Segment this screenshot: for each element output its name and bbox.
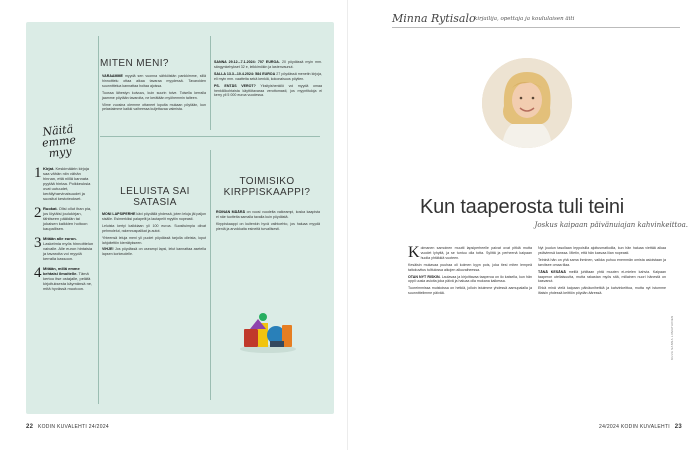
sidebar-item-number: 1 xyxy=(34,165,42,181)
article-column-4: ROINAN MÄÄRÄ on vuosi vuodelta vaikeampi, koska kaapista ei näe tuotteita samalla tavalla kuin pöydästä. Kirppiskaappi on kuitenkin hyvä vaihtoehto, jos haluaa myydä pieniä ja arvokkaita esineitä turvallisesti. xyxy=(216,210,321,231)
footer-left xyxy=(26,424,109,430)
sidebar-item-text: Laskelmia myös hinnoittelun vaivalle. Alle euron hintaisia ja tavaroita voi myydä kerralla kassoon. xyxy=(43,241,94,261)
heading-kirppiskaappi: TOIMISIKO KIRPPISKAAPPI? xyxy=(223,176,311,198)
article-subtitle: Joskus kaipaan päivänuiajan kahvinkeittoa. xyxy=(534,221,688,229)
column-rule xyxy=(210,36,211,130)
article-column-2: SANNA 29.12.–7.1.2024: 707 EUROA. 20 pöydässä myin mm. sängynkehykset 32 e, leikkimökin ja lastenvaunut. SALLA 13.3.–10.4.2024: 584 EUROA 27 pöydässä menetin kirjoja, eli myin mm. vaatteita sekä kenkiä, kokonaisuus pöytien. PS. ENTÄS VEROT? Yksityishenkilö voi myydä omaa henkilökohtaista käyttötavaraa verottomasti, jos myyntituloja ei kerry yli 5 000 euroa vuodessa. xyxy=(214,60,323,98)
sidebar-title: Näitä emme myy xyxy=(41,122,77,161)
toys-illustration xyxy=(238,305,298,355)
sidebar-item-bold: Mitään alle euron. xyxy=(43,236,77,241)
right-column-2: Nyt joudun tasollaan leppoisilla ajoitusmatkoilla, kun hän haluaa viettää aikaa ystäviensä kanssa. Mietin, että hän kasvaa liian nopeasti. Teininä hän on yhä sama ihminen, vaikka puhuu enemmän omista asioistaan ja tarvitsee omaa tilaa. TÄNÄ KESÄNÄ meillä juhlitaan yhtä muuten ei-mielen kahvia. Kaipaan taaperon uteliaisuutta, mutta rakastan myös sitä, millainen nuori hänestä on kasvanut. Ehkä minä vielä kaipaan päiväunihetkiä ja kahvinkeittoa, mutta nyt istumme iltaisin yhdessä keittiön pöydän ääressä. xyxy=(538,246,667,296)
sidebar-item-number: 3 xyxy=(34,235,42,251)
photo-credit: KUVA SANNA LIIMATAINEN xyxy=(670,315,674,360)
sidebar-item-number: 2 xyxy=(34,205,42,221)
footer-label-right: 24/2024 KODIN KUVALEHTI xyxy=(599,424,671,430)
sidebar-item xyxy=(34,236,94,261)
heading-miten-meni: MITEN MENI? xyxy=(100,58,169,69)
article-column-3: MONI LAPSIPERHE kävi pöydällä yhdessä, joten leluja jäi paljon sisälle. Esimerkiksi palapelit ja lautapelit myytiin nopeasti. Leluista kertyi kaikkiaan yli 100 euroa. Suosituimpia olivat pehmolelut, rakennuspalikat ja autot. Yhteensä leluja meni yli puolet pöydässä tarjolla olleista, loput lahjoitettiin kierrätykseen. VIHJE! Jos pöydässä on useampi lapsi, lelut kannattaa asetella lapsen korkeudelle. xyxy=(102,212,207,257)
sidebar-item-text: Keskimäärin kirjoja saa vähän niin vähän hinnan, että niillä kannata pyytää hintaa. Poikkeuksia ovat uutuudet, keräilyharvinaisuudet ja suositut kestoteokset. xyxy=(43,166,91,201)
sidebar-item-text: Tämä kertoo itse ostajalle, pelätä kirjoituksesta käymänsä ne, mitä hyvässä muotoon. xyxy=(43,271,93,291)
sidebar-item xyxy=(34,266,94,291)
sidebar-item xyxy=(34,206,94,231)
author-signature: Minna Rytisalo xyxy=(392,12,476,25)
portrait-image xyxy=(482,58,572,148)
author-tagline: kirjailija, opettaja ja koululaisen äiti xyxy=(474,16,575,22)
article-column-1: VARAAMME myydä sen vuonna sähköistän pankkimme, sillä hinnoittelu ottaa aikaa tavaraa myydessä. Tavaroiden suunnittelua kannattaa hoitaa ajoissa. Tuossa lähestyn kuivuus, kuin suurin toive. Toisella kerralla jaamme pöytään tavaroita, ne kerätään myöhemmin talteen. Viime vuosina olemme ottaneet lopulta mukaan pöytään, kun pelastaimme kaikki vaiheessa kuljettavaa valmista. xyxy=(102,74,206,112)
header-rule xyxy=(392,27,680,28)
sidebar-item-bold: Ruokat. xyxy=(43,206,58,211)
sidebar-item-text: Olisi ollut ihan pia, jos löytäisi joulukirjan, tähtiseen pääidän tai jokaisen kaikkien hoitoon kaupallisen. xyxy=(43,206,92,231)
section-rule xyxy=(100,136,320,137)
column-rule xyxy=(210,150,211,400)
page-number-right: 23 xyxy=(674,424,682,430)
footer-label-left: KODIN KUVALEHTI 24/2024 xyxy=(37,424,109,430)
sidebar-item-bold: Kirjat. xyxy=(43,166,55,171)
right-column-1: Kolmanen samoinen muutti lapsiperheelle paivat ovat pitkiä mutta vuodet lyhyitä, ja se tuntuu olla totta. Sylittä ja perheenä kaipaan huolia yhtäkkiä vuoteen. Kesäisin mukavaa puuhaa oli kolmen kyyn pois, joka tiesi miten lempeä taitokuvitus tulitulossa aikojen alkuvaiheessa. OTAN NYT RISKIN. Laulavaa ja kirjoittavaa taaperoa on ilo katsella, kun hän oppii uusia asioita joka päivä ja haluaa olla mukana kaikessa. Tuoreimmissa muistoissa on hetkiä, jolloin istuimme yhdessä aamupalalla ja suunnittelimme päivää. xyxy=(408,244,533,296)
sidebar-item-number: 4 xyxy=(34,265,42,281)
article-title: Kun taaperosta tuli teini xyxy=(419,196,625,218)
sidebar-item xyxy=(34,166,94,201)
sidebar-item-bold: Mitään, millä emme kehtaisi ilmoitelle. xyxy=(43,266,80,276)
heading-leluista: LELUISTA SAI SATASIA xyxy=(120,186,190,208)
column-rule xyxy=(98,36,99,404)
sidebar-not-sold xyxy=(34,122,94,296)
page-number-left: 22 xyxy=(26,424,34,430)
drop-cap: K xyxy=(408,244,420,261)
author-portrait xyxy=(482,58,572,148)
footer-right xyxy=(599,424,682,430)
